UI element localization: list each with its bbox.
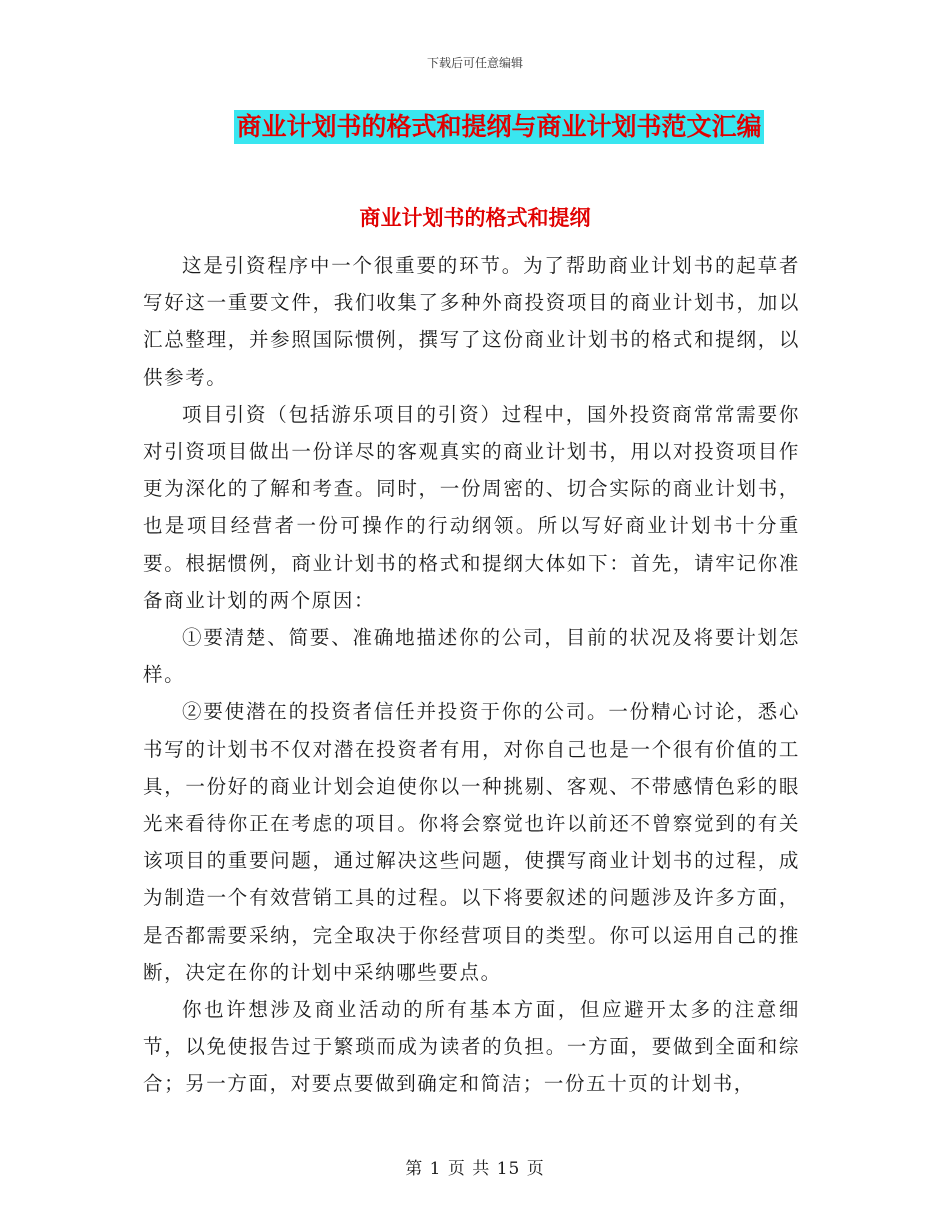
header-note: 下载后可任意编辑	[426, 56, 523, 70]
document-title: 商业计划书的格式和提纲与商业计划书范文汇编	[234, 110, 763, 144]
document-title-container	[0, 110, 950, 144]
page-footer: 第 1 页 共 15 页	[405, 1159, 545, 1179]
paragraph: 这是引资程序中一个很重要的环节。为了帮助商业计划书的起草者写好这一重要文件，我们收集了多种外商投资项目的商业计划书，加以汇总整理，并参照国际惯例，撰写了这份商业计划书的格式和提纲，以供参考。	[143, 254, 800, 389]
paragraph: ②要使潜在的投资者信任并投资于你的公司。一份精心讨论，悉心书写的计划书不仅对潜在投资者有用，对你自己也是一个很有价值的工具，一份好的商业计划会迫使你以一种挑剔、客观、不带感情色彩的眼光来看待你正在考虑的项目。你将会察觉也许以前还不曾察觉到的有关该项目的重要问题，通过解决这些问题，使撰写商业计划书的过程，成为制造一个有效营销工具的过程。以下将要叙述的问题涉及许多方面，是否都需要采纳，完全取决于你经营项目的类型。你可以运用自己的推断，决定在你的计划中采纳哪些要点。	[143, 700, 800, 984]
paragraph: 你也许想涉及商业活动的所有基本方面，但应避开太多的注意细节，以免使报告过于繁琐而成为读者的负担。一方面，要做到全面和综合；另一方面，对要点要做到确定和简洁；一份五十页的计划书，	[143, 998, 800, 1096]
section-title: 商业计划书的格式和提纲	[359, 206, 591, 230]
paragraph: 项目引资（包括游乐项目的引资）过程中，国外投资商常常需要你对引资项目做出一份详尽的客观真实的商业计划书，用以对投资项目作更为深化的了解和考查。同时，一份周密的、切合实际的商业计划书，也是项目经营者一份可操作的行动纲领。所以写好商业计划书十分重要。根据惯例，商业计划书的格式和提纲大体如下：首先，请牢记你准备商业计划的两个原因：	[143, 402, 800, 612]
body-text	[143, 247, 800, 1103]
paragraph: ①要清楚、简要、准确地描述你的公司，目前的状况及将要计划怎样。	[143, 626, 800, 687]
